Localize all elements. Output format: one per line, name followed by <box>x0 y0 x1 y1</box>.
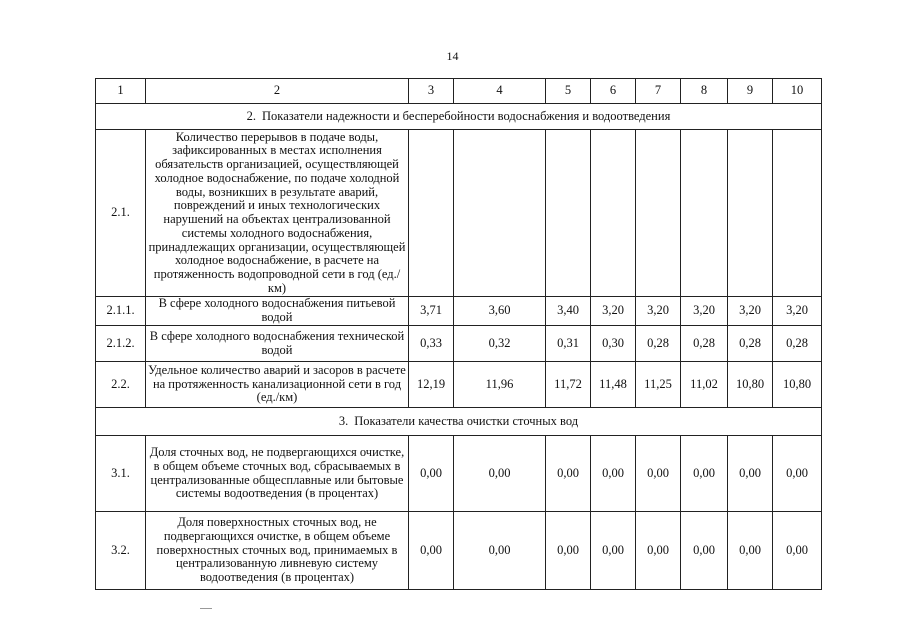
row-code: 2.2. <box>96 362 146 408</box>
row-description: В сфере холодного водоснабжения питьевой водой <box>146 297 409 326</box>
header-cell: 2 <box>146 79 409 104</box>
section-title-text: Показатели надежности и бесперебойности водоснабжения и водоотведения <box>262 108 671 123</box>
value-cell: 0,00 <box>728 436 773 512</box>
value-cell: 0,31 <box>546 326 591 362</box>
row-code: 2.1. <box>96 130 146 297</box>
value-cell <box>409 130 454 297</box>
section-title-2 <box>96 104 822 130</box>
table-row <box>96 512 822 590</box>
value-cell: 3,71 <box>409 297 454 326</box>
header-cell: 7 <box>636 79 681 104</box>
value-cell: 3,20 <box>773 297 822 326</box>
page-number: 14 <box>446 49 459 63</box>
table-row <box>96 297 822 326</box>
value-cell: 0,32 <box>454 326 546 362</box>
value-cell <box>591 130 636 297</box>
value-cell <box>636 130 681 297</box>
value-cell <box>728 130 773 297</box>
value-cell: 10,80 <box>728 362 773 408</box>
row-description: Удельное количество аварий и засоров в расчете на протяженность канализационной сети в год (ед./км) <box>146 362 409 408</box>
value-cell: 3,60 <box>454 297 546 326</box>
value-cell: 0,00 <box>454 512 546 590</box>
value-cell: 11,72 <box>546 362 591 408</box>
scan-mark <box>200 608 212 609</box>
header-cell: 6 <box>591 79 636 104</box>
row-description: Доля поверхностных сточных вод, не подвергающихся очистке, в общем объеме поверхностных сточных вод, принимаемых в централизованную ливневую систему водоотведения (в процентах) <box>146 512 409 590</box>
value-cell: 0,00 <box>454 436 546 512</box>
value-cell: 0,28 <box>773 326 822 362</box>
table-row <box>96 362 822 408</box>
indicators-table <box>95 78 822 590</box>
value-cell: 3,20 <box>681 297 728 326</box>
value-cell: 0,00 <box>546 436 591 512</box>
value-cell: 3,40 <box>546 297 591 326</box>
value-cell: 0,00 <box>591 436 636 512</box>
row-code: 3.1. <box>96 436 146 512</box>
value-cell: 0,28 <box>636 326 681 362</box>
table-row <box>96 326 822 362</box>
section-number: 2. <box>246 108 257 123</box>
value-cell: 0,28 <box>681 326 728 362</box>
value-cell <box>454 130 546 297</box>
value-cell <box>681 130 728 297</box>
header-cell: 9 <box>728 79 773 104</box>
value-cell: 0,00 <box>728 512 773 590</box>
value-cell: 3,20 <box>591 297 636 326</box>
row-description: Количество перерывов в подаче воды, зафиксированных в местах исполнения обязательств организацией, осуществляющей холодное водоснабжение, по подаче холодной воды, возникших в результате аварий, повреждений и иных технологических нарушений на объектах централизованной системы холодного водоснабжения, принадлежащих организации, осуществляющей холодное водоснабжение, в расчете на протяженность водопроводной сети в год (ед./км) <box>146 130 409 297</box>
section-title-text: Показатели качества очистки сточных вод <box>354 413 579 428</box>
value-cell: 0,00 <box>773 512 822 590</box>
value-cell: 0,30 <box>591 326 636 362</box>
value-cell: 0,00 <box>591 512 636 590</box>
value-cell: 0,00 <box>636 436 681 512</box>
value-cell <box>546 130 591 297</box>
value-cell: 0,33 <box>409 326 454 362</box>
row-description: Доля сточных вод, не подвергающихся очистке, в общем объеме сточных вод, сбрасываемых в централизованные общесплавные или бытовые системы водоотведения (в процентах) <box>146 436 409 512</box>
header-cell: 4 <box>454 79 546 104</box>
value-cell: 0,00 <box>546 512 591 590</box>
value-cell <box>773 130 822 297</box>
value-cell: 0,00 <box>409 436 454 512</box>
table-row <box>96 130 822 297</box>
row-code: 2.1.2. <box>96 326 146 362</box>
header-row <box>96 79 822 104</box>
value-cell: 0,28 <box>728 326 773 362</box>
section-title-3 <box>96 408 822 436</box>
header-cell: 8 <box>681 79 728 104</box>
header-cell: 1 <box>96 79 146 104</box>
value-cell: 0,00 <box>773 436 822 512</box>
value-cell: 0,00 <box>681 436 728 512</box>
value-cell: 11,96 <box>454 362 546 408</box>
value-cell: 3,20 <box>636 297 681 326</box>
value-cell: 3,20 <box>728 297 773 326</box>
value-cell: 10,80 <box>773 362 822 408</box>
value-cell: 11,25 <box>636 362 681 408</box>
value-cell: 0,00 <box>636 512 681 590</box>
section-row-3 <box>96 408 822 436</box>
row-code: 3.2. <box>96 512 146 590</box>
section-number: 3. <box>338 413 349 428</box>
value-cell: 11,02 <box>681 362 728 408</box>
table-row <box>96 436 822 512</box>
value-cell: 0,00 <box>681 512 728 590</box>
section-row-2 <box>96 104 822 130</box>
value-cell: 0,00 <box>409 512 454 590</box>
header-cell: 3 <box>409 79 454 104</box>
value-cell: 12,19 <box>409 362 454 408</box>
row-description: В сфере холодного водоснабжения технической водой <box>146 326 409 362</box>
row-code: 2.1.1. <box>96 297 146 326</box>
value-cell: 11,48 <box>591 362 636 408</box>
header-cell: 5 <box>546 79 591 104</box>
header-cell: 10 <box>773 79 822 104</box>
